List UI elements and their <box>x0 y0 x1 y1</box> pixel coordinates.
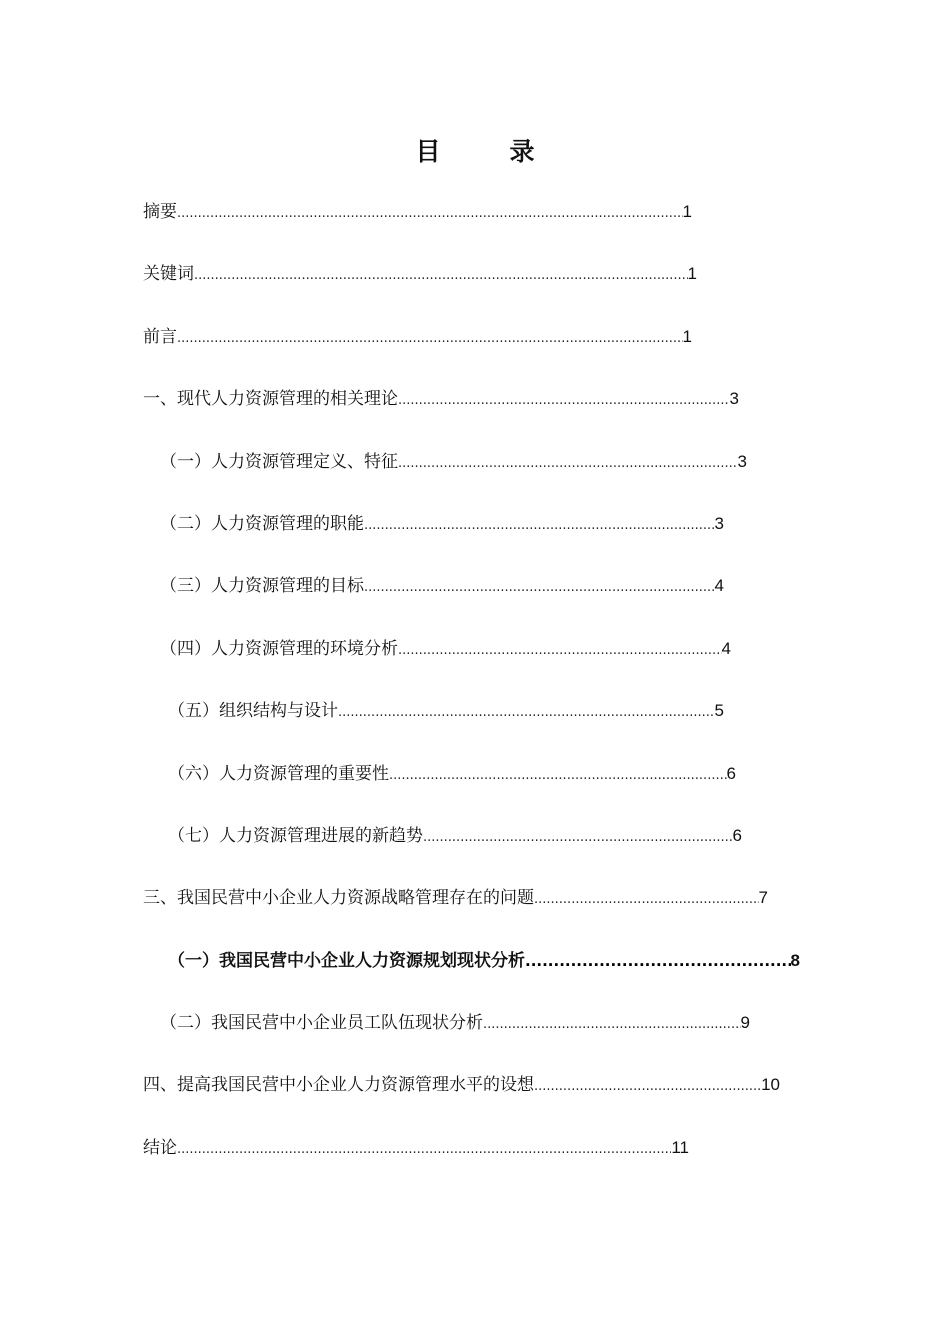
toc-entry-section-1-1[interactable] <box>160 450 747 474</box>
toc-page-number: 8 <box>790 951 800 970</box>
toc-entry-label: （五）组织结构与设计 <box>168 701 338 721</box>
dot-leader <box>525 949 791 973</box>
toc-page-number: 4 <box>714 576 724 595</box>
toc-entry-conclusion[interactable] <box>143 1136 689 1160</box>
toc-entry-abstract[interactable] <box>143 200 692 224</box>
toc-page-number: 1 <box>687 264 697 283</box>
toc-page-number: 3 <box>714 514 724 533</box>
toc-page-number: 7 <box>758 888 768 907</box>
toc-page-number: 3 <box>729 389 739 408</box>
toc-entry-chapter-3[interactable] <box>143 886 768 910</box>
toc-entry-label: 前言 <box>143 327 177 347</box>
dot-leader <box>177 1138 671 1160</box>
dot-leader <box>483 1013 741 1035</box>
dot-leader <box>534 1075 761 1097</box>
dot-leader <box>364 576 715 598</box>
toc-entry-label: （一）我国民营中小企业人力资源规划现状分析 <box>168 951 525 971</box>
toc-entry-keywords[interactable] <box>143 262 697 286</box>
dot-leader <box>338 701 715 723</box>
toc-entry-section-1-2[interactable] <box>160 512 724 536</box>
toc-page-number: 9 <box>740 1013 750 1032</box>
toc-entry-section-1-5[interactable] <box>168 699 724 723</box>
dot-leader <box>534 888 759 910</box>
toc-entry-label: （二）人力资源管理的职能 <box>160 514 364 534</box>
toc-page-number: 1 <box>682 327 692 346</box>
toc-entry-label: （三）人力资源管理的目标 <box>160 576 364 596</box>
toc-entry-section-1-4[interactable] <box>160 637 731 661</box>
toc-entry-chapter-4[interactable] <box>143 1073 780 1097</box>
toc-page-number: 3 <box>737 452 747 471</box>
toc-entry-label: 一、现代人力资源管理的相关理论 <box>143 389 398 409</box>
toc-entry-label: 结论 <box>143 1138 177 1158</box>
dot-leader <box>177 327 683 349</box>
toc-entry-section-3-1[interactable] <box>168 949 800 973</box>
dot-leader <box>398 389 730 411</box>
toc-page-number: 6 <box>732 826 742 845</box>
toc-entry-label: 关键词 <box>143 264 194 284</box>
dot-leader <box>177 202 683 224</box>
toc-entry-section-1-3[interactable] <box>160 574 724 598</box>
toc-entry-section-1-6[interactable] <box>168 762 736 786</box>
page-title: 目 录 <box>415 137 557 166</box>
dot-leader <box>398 639 722 661</box>
toc-entry-label: （七）人力资源管理进展的新趋势 <box>168 826 423 846</box>
toc-page-number: 4 <box>721 639 731 658</box>
dot-leader <box>389 764 727 786</box>
toc-entry-label: （二）我国民营中小企业员工队伍现状分析 <box>160 1013 483 1033</box>
toc-entry-label: 摘要 <box>143 202 177 222</box>
toc-entry-label: 三、我国民营中小企业人力资源战略管理存在的问题 <box>143 888 534 908</box>
toc-entry-label: 四、提高我国民营中小企业人力资源管理水平的设想 <box>143 1075 534 1095</box>
toc-entry-label: （六）人力资源管理的重要性 <box>168 764 389 784</box>
toc-entry-section-1-7[interactable] <box>168 824 742 848</box>
toc-entry-chapter-1[interactable] <box>143 387 739 411</box>
toc-entry-preface[interactable] <box>143 325 692 349</box>
toc-page-number: 6 <box>726 764 736 783</box>
toc-entry-section-3-2[interactable] <box>160 1011 750 1035</box>
dot-leader <box>194 264 688 286</box>
toc-page-number: 5 <box>714 701 724 720</box>
toc-page-number: 1 <box>682 202 692 221</box>
toc-entry-label: （四）人力资源管理的环境分析 <box>160 639 398 659</box>
dot-leader <box>423 826 733 848</box>
dot-leader <box>364 514 715 536</box>
toc-page-number: 10 <box>761 1075 780 1094</box>
toc-page-number: 11 <box>671 1138 689 1157</box>
toc-entry-label: （一）人力资源管理定义、特征 <box>160 452 398 472</box>
dot-leader <box>398 452 738 474</box>
